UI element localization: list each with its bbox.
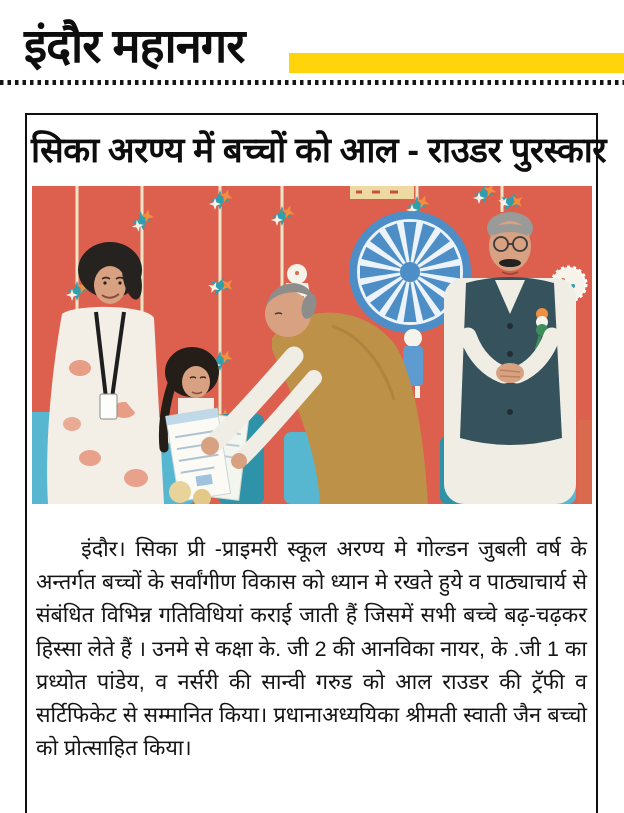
article-box — [25, 113, 607, 813]
ceremony-photo — [32, 186, 592, 504]
masthead-accent-bar — [289, 53, 624, 73]
article-headline: सिका अरण्य में बच्चों को आल - राउडर पुरस्कार — [31, 131, 607, 170]
dotted-divider — [0, 80, 624, 85]
section-masthead-title: इंदौर महानगर — [24, 19, 245, 72]
ceremony-photo-illustration — [32, 186, 592, 504]
article-body-text: इंदौर। सिका प्री -प्राइमरी स्कूल अरण्य मे गोल्डन जुबली वर्ष के अन्तर्गत बच्चों के सर्वांगीण विकास को ध्यान मे रखते हुये व पाठ्याचार्य से संबंधित विभिन्न गतिविधियां कराई जाती हैं जिसमें सभी बच्चे बढ़-चढ़कर हिस्सा लेते हैं । उनमे से कक्षा के. जी 2 की आनविका नायर, के .जी 1 का प्रध्योत पांडेय, व नर्सरी की सान्वी गरुड को आल राउडर की ट्रॅफी व सर्टिफिकेट से सम्मानित किया। प्रधानाअध्ययिका श्रीमती स्वाती जैन बच्चो को प्रोत्साहित किया। — [36, 537, 587, 760]
